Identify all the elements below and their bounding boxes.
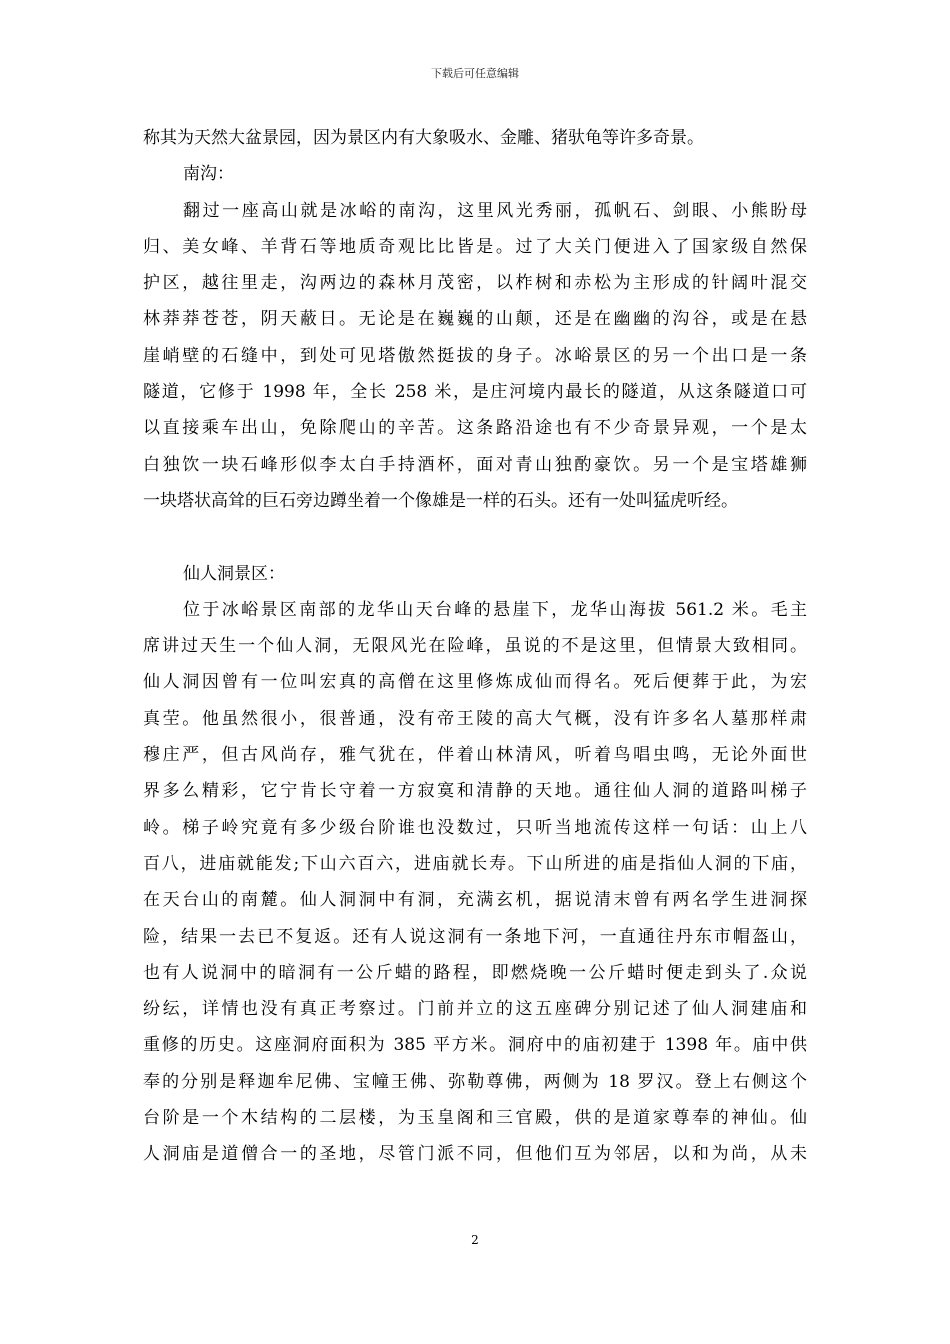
text-line: 岭。梯子岭究竟有多少级台阶谁也没数过，只听当地流传这样一句话：山上八 [143,817,807,838]
text-line: 穆庄严，但古风尚存，雅气犹在，伴着山林清风，听着鸟唱虫鸣，无论外面世 [143,745,807,766]
text-line: 隧道，它修于 1998 年，全长 258 米，是庄河境内最长的隧道，从这条隧道口可 [143,382,807,403]
text-line: 界多么精彩，它宁肯长守着一方寂寞和清静的天地。通往仙人洞的道路叫梯子 [143,781,807,802]
text-line: 以直接乘车出山，免除爬山的辛苦。这条路沿途也有不少奇景异观，一个是太 [143,418,807,439]
text-line: 也有人说洞中的暗洞有一公斤蜡的路程，即燃烧晚一公斤蜡时便走到头了.众说 [143,962,807,983]
page-number: 2 [471,1233,479,1247]
text-line: 归、美女峰、羊背石等地质奇观比比皆是。过了大关门便进入了国家级自然保 [143,236,807,257]
text-line: 险，结果一去已不复返。还有人说这洞有一条地下河，一直通往丹东市帽盔山， [143,926,807,947]
text-line: 奉的分别是释迦牟尼佛、宝幢王佛、弥勒尊佛，两侧为 18 罗汉。登上右侧这个 [143,1071,807,1092]
text-line: 白独饮一块石峰形似李太白手持酒杯，面对青山独酌豪饮。另一个是宝塔雄狮 [143,454,807,475]
text-line: 在天台山的南麓。仙人洞洞中有洞，充满玄机，据说清末曾有两名学生进洞探 [143,890,807,911]
text-line: 护区，越往里走，沟两边的森林月茂密，以柞树和赤松为主形成的针阔叶混交 [143,273,807,294]
text-line: 真茔。他虽然很小，很普通，没有帝王陵的高大气概，没有许多名人墓那样肃 [143,708,807,729]
text-line: 翻过一座高山就是冰峪的南沟，这里风光秀丽，孤帆石、剑眼、小熊盼母 [183,200,807,221]
section-heading-xianrendong: 仙人洞景区： [183,563,285,584]
text-line: 纷纭，详情也没有真正考察过。门前并立的这五座碑分别记述了仙人洞建庙和 [143,999,807,1020]
text-line: 人洞庙是道僧合一的圣地，尽管门派不同，但他们互为邻居，以和为尚，从未 [143,1144,807,1165]
text-line: 重修的历史。这座洞府面积为 385 平方米。洞府中的庙初建于 1398 年。庙中供 [143,1035,807,1056]
section-heading-nangou: 南沟： [183,164,234,185]
text-line: 崖峭壁的石缝中，到处可见塔傲然挺拔的身子。冰峪景区的另一个出口是一条 [143,345,807,366]
page-header-note: 下载后可任意编辑 [431,67,519,80]
text-line: 林莽莽苍苍，阴天蔽日。无论是在巍巍的山颠，还是在幽幽的沟谷，或是在悬 [143,309,807,330]
text-line: 位于冰峪景区南部的龙华山天台峰的悬崖下，龙华山海拔 561.2 米。毛主 [183,599,807,620]
text-line: 仙人洞因曾有一位叫宏真的高僧在这里修炼成仙而得名。死后便葬于此，为宏 [143,672,807,693]
text-line: 台阶是一个木结构的二层楼，为玉皇阁和三官殿，供的是道家尊奉的神仙。仙 [143,1108,807,1129]
text-line: 百八，进庙就能发;下山六百六，进庙就长寿。下山所进的庙是指仙人洞的下庙， [143,853,807,874]
paragraph-spacer [143,519,807,555]
document-body [143,120,807,1173]
text-line: 席讲过天生一个仙人洞，无限风光在险峰，虽说的不是这里，但情景大致相同。 [143,636,807,657]
text-line: 一块塔状高耸的巨石旁边蹲坐着一个像雄是一样的石头。还有一处叫猛虎听经。 [143,490,738,511]
text-line: 称其为天然大盆景园，因为景区内有大象吸水、金雕、猪驮龟等许多奇景。 [143,128,704,148]
